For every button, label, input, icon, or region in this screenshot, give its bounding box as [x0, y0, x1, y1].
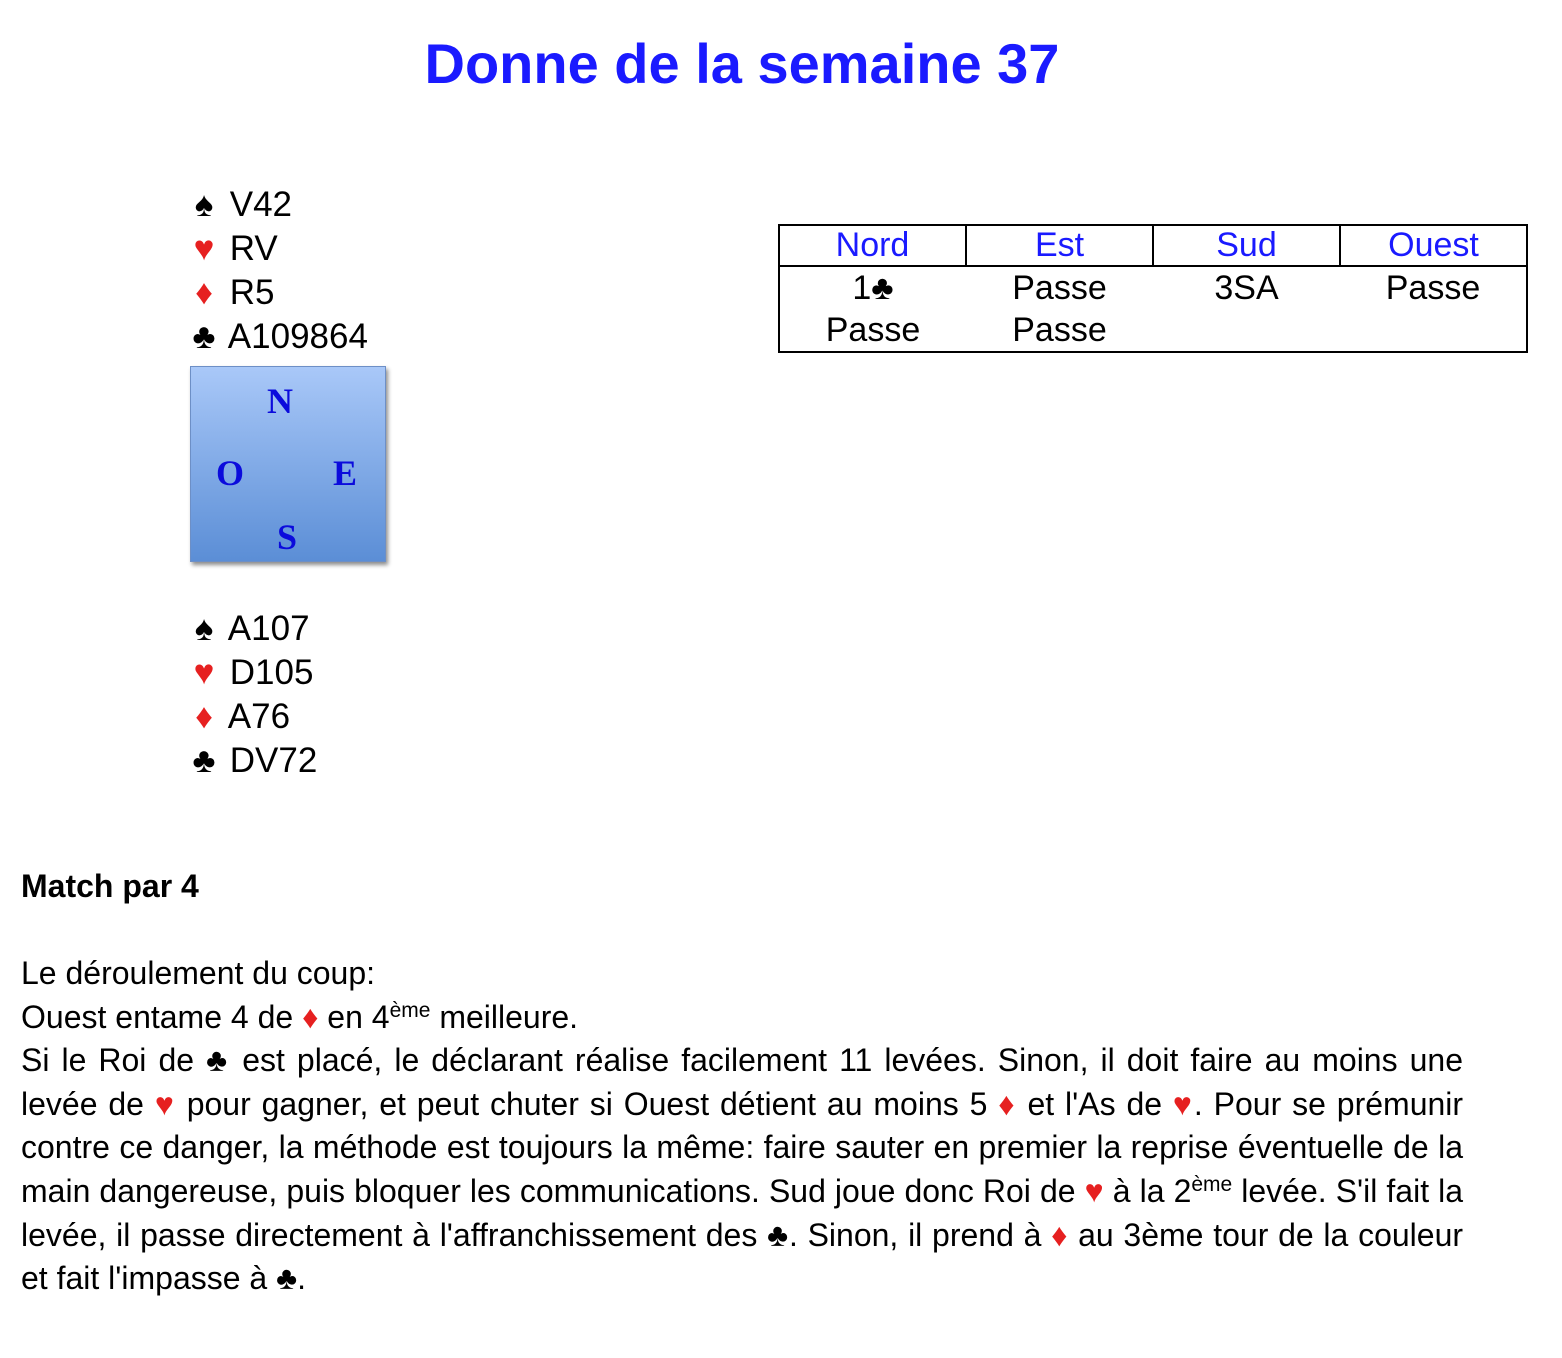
compass-west: O [216, 453, 245, 493]
diamond-icon: ♦ [195, 697, 213, 736]
club-icon: ♣ [192, 741, 216, 780]
text-segment: . Pour se prémunir contre ce danger, la méthode est toujours la même: faire sauter en premier la reprise éventuelle de la main dangereuse, puis bloquer les communications. Sud joue donc Roi de [21, 1085, 1464, 1209]
north-diamonds-cards: R5 [229, 273, 275, 312]
spade-icon: ♠ [194, 185, 214, 224]
bid-cell: Passe [825, 311, 921, 349]
north-clubs-cards: A109864 [227, 317, 368, 356]
diamond-icon: ♦ [1051, 1216, 1069, 1253]
compass-south: S [277, 517, 298, 557]
commentary [21, 952, 1463, 1301]
superscript: ème [389, 998, 431, 1022]
bid-cell: Passe [1385, 269, 1481, 307]
south-hearts [188, 651, 317, 695]
bid-cell: Passe [1012, 269, 1107, 307]
page-title: Donne de la semaine 37 [424, 32, 1060, 95]
heart-icon: ♥ [154, 1085, 176, 1122]
bid-cell: Passe [1012, 311, 1107, 349]
bidding-table [778, 224, 1528, 353]
north-clubs [188, 315, 368, 359]
bidding-header: Est [966, 225, 1153, 266]
text-segment: pour gagner, et peut chuter si Ouest détient au moins 5 [175, 1085, 999, 1122]
north-hearts-cards: RV [229, 229, 278, 268]
compass-north: N [267, 381, 293, 421]
text-segment: à la 2 [1103, 1172, 1192, 1209]
commentary-lead [21, 996, 1463, 1040]
superscript: ème [1191, 1172, 1233, 1196]
bid-cell: 3SA [1214, 269, 1279, 307]
north-hearts [188, 227, 368, 271]
bidding-header: Nord [779, 225, 966, 266]
text-segment: . Sinon, il prend à [788, 1216, 1052, 1253]
bidding-row [779, 309, 1527, 352]
south-diamonds-cards: A76 [227, 697, 291, 736]
text-segment: . [297, 1260, 306, 1297]
bidding-header: Ouest [1340, 225, 1527, 266]
club-icon: ♣ [767, 1216, 789, 1253]
heart-icon: ♥ [1084, 1172, 1104, 1209]
south-clubs [188, 739, 317, 783]
south-diamonds [188, 695, 317, 739]
south-hand [188, 607, 317, 783]
compass-rose [190, 366, 386, 562]
diamond-icon: ♦ [302, 998, 319, 1035]
text-segment: est placé, le déclarant réalise facilement 11 levées. Sinon, il doit faire au moins une levée de [21, 1042, 1464, 1122]
text-segment: meilleure. [430, 998, 579, 1035]
diamond-icon: ♦ [998, 1085, 1017, 1122]
south-spades [188, 607, 317, 651]
commentary-intro: Le déroulement du coup: [21, 955, 376, 991]
club-icon: ♣ [276, 1260, 298, 1297]
text-segment: et l'As de [1016, 1085, 1173, 1122]
bidding-row [779, 266, 1527, 309]
south-spades-cards: A107 [227, 609, 310, 648]
club-icon: ♣ [206, 1042, 231, 1079]
match-type-heading: Match par 4 [21, 868, 199, 904]
heart-icon: ♥ [1172, 1085, 1194, 1122]
north-spades-cards: V42 [229, 185, 293, 224]
text-segment: Si le Roi de [21, 1042, 207, 1079]
compass-east: E [333, 453, 358, 493]
bid-cell: 1♣ [852, 269, 894, 307]
heart-icon: ♥ [193, 229, 215, 268]
diamond-icon: ♦ [195, 273, 213, 312]
club-icon: ♣ [192, 317, 216, 356]
text-segment: levée. S'il fait la levée, il passe directement à l'affranchissement des [21, 1172, 1464, 1253]
text-segment: Ouest entame 4 de [21, 998, 303, 1035]
bid-cell [1340, 309, 1527, 352]
bidding-header: Sud [1153, 225, 1340, 266]
text-segment: en 4 [318, 998, 390, 1035]
bidding-header-row [779, 225, 1527, 266]
spade-icon: ♠ [194, 609, 214, 648]
south-hearts-cards: D105 [229, 653, 314, 692]
south-clubs-cards: DV72 [229, 741, 318, 780]
heart-icon: ♥ [193, 653, 215, 692]
north-hand [188, 183, 368, 359]
text-segment: au 3ème tour de la couleur et fait l'impasse à [21, 1216, 1464, 1297]
commentary-analysis [21, 1039, 1463, 1301]
north-spades [188, 183, 368, 227]
north-diamonds [188, 271, 368, 315]
bid-cell [1153, 309, 1340, 352]
